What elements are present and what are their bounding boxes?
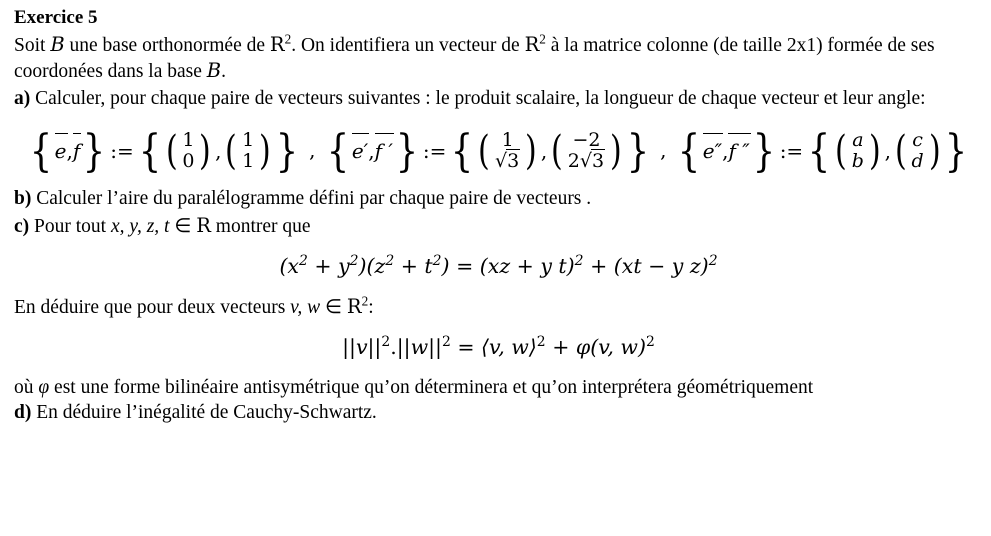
comma-sep-3: , — [884, 139, 891, 164]
item-b-label: b) — [14, 188, 32, 210]
intro-text-4: à la matrice colonne (de taille — [545, 34, 782, 56]
matrix-2a-row2 — [495, 151, 520, 172]
sqrt-icon-1: √3 — [495, 150, 520, 173]
deduce-variables: v, w — [290, 296, 321, 318]
reals-symbol-1: R — [269, 32, 285, 56]
deduce-paragraph — [14, 294, 983, 321]
set-brace-open-1: { — [138, 125, 161, 177]
deduce-text-2: ∈ — [320, 296, 347, 318]
phi-text-2: est une forme bilinéaire antisymétrique qu’on déterminera et qu’on interprétera géométriquement — [49, 376, 814, 398]
vector-f: f — [72, 139, 81, 164]
matrix-3a — [849, 130, 867, 173]
paren-open-3b: ( — [894, 128, 907, 175]
item-b-text: Calculer l’aire du paralélogramme défini par chaque paire de vecteurs . — [31, 188, 592, 210]
set-brace-close-1: } — [275, 125, 298, 177]
set-brace-open-2: { — [451, 125, 474, 177]
assign-1: := — [110, 139, 134, 164]
equation-vector-pairs — [14, 125, 983, 177]
item-c-text-3: montrer que — [210, 216, 311, 238]
deduce-text-3: : — [368, 296, 374, 318]
brace-open-2: { — [326, 125, 350, 177]
intro-paragraph — [14, 32, 983, 85]
brace-open-3: { — [677, 125, 700, 177]
vector-pairs-math — [27, 125, 971, 177]
paren-close-3b: ) — [928, 128, 941, 175]
intro-text-5: 2x1) formée de ses coordonées dans la base — [14, 34, 935, 83]
matrix-3b-row2: d — [911, 150, 924, 173]
item-c-variables: x, y, z, t — [110, 216, 170, 238]
item-c-label: c) — [14, 216, 30, 238]
matrix-3b-row1: c — [912, 128, 923, 151]
exercise-title: Exercice 5 — [14, 7, 98, 28]
set-brace-close-3: } — [945, 125, 968, 177]
brace-close-2: } — [395, 125, 419, 177]
reals-symbol-2: R — [524, 32, 540, 56]
matrix-2b-radicand: 3 — [592, 150, 605, 173]
matrix-2b-coefficient: 2 — [567, 150, 580, 173]
matrix-2a — [492, 130, 523, 173]
paren-close-2b: ) — [610, 128, 622, 175]
paren-open-1b: ( — [225, 128, 238, 175]
matrix-1b — [239, 130, 257, 173]
identity-math: $(x^2 + y^2)(z^2 + t^2) = (xz + y$ t)$^2$ + (xt − y z)$^2$ — [279, 253, 718, 278]
reals-symbol-3: R — [196, 214, 211, 238]
paren-close-3a: ) — [868, 128, 881, 175]
deduce-text-1: En déduire que pour deux vecteurs — [14, 296, 291, 318]
brace-close-1: } — [83, 125, 106, 177]
item-a-text-1: Calculer, pour chaque paire de vecteurs suivantes : le produit scalaire, la longueur de chaque vecteur — [30, 88, 819, 110]
set-brace-open-3: { — [807, 125, 831, 177]
base-symbol-1: B — [50, 32, 65, 56]
item-a-label: a) — [14, 88, 31, 110]
set-brace-close-2: } — [626, 125, 649, 177]
matrix-3a-row1: a — [852, 128, 864, 151]
paren-open-3a: ( — [835, 128, 847, 175]
item-a-paragraph — [14, 86, 983, 112]
phi-paragraph — [14, 375, 983, 401]
intro-text-2: une base orthonormée de — [64, 34, 270, 56]
comma-3: , — [722, 139, 729, 164]
matrix-1b-row2: 1 — [242, 150, 255, 173]
vector-f-second: f ″ — [728, 139, 750, 164]
vector-pair-2 — [324, 125, 652, 177]
intro-text-3: . On identifiera un vecteur de — [291, 34, 525, 56]
brace-open-1: { — [29, 125, 52, 177]
matrix-1a-row1: 1 — [182, 128, 195, 151]
item-c-paragraph — [14, 213, 983, 240]
intro-text-1: Soit — [14, 34, 51, 56]
reals-exponent-3: 2 — [361, 293, 369, 309]
paren-close-1a: ) — [199, 128, 212, 175]
paren-open-2a: ( — [478, 128, 491, 175]
assign-2: := — [422, 139, 447, 164]
assign-3: := — [779, 139, 804, 164]
paren-close-1b: ) — [259, 128, 271, 175]
equation-identity — [14, 254, 983, 278]
paren-open-1a: ( — [165, 128, 178, 175]
brace-close-3: } — [752, 125, 775, 177]
vector-e-prime: e′ — [351, 139, 369, 164]
item-c-text-1: Pour tout — [29, 216, 111, 238]
matrix-3a-row2: b — [851, 150, 864, 173]
phi-symbol: φ — [38, 376, 50, 398]
vector-pair-1 — [27, 125, 301, 177]
reals-exponent-1: 2 — [284, 31, 292, 47]
norm-math: $||v||^2.||w||^2$ = ⟨v, w⟩$^2$ + φ(v, w)$^2$ — [342, 333, 655, 359]
matrix-2b — [565, 130, 608, 173]
comma-sep-1: , — [215, 139, 222, 164]
matrix-1a-row2: 0 — [182, 150, 195, 173]
item-d-paragraph — [14, 400, 983, 426]
paren-close-2a: ) — [525, 128, 537, 175]
base-symbol-2: B — [206, 59, 222, 83]
comma-1: , — [66, 139, 73, 164]
matrix-3b — [909, 130, 927, 173]
separator-2: , — [660, 137, 667, 162]
comma-sep-2: , — [540, 139, 548, 164]
vector-e-second: e″ — [702, 139, 723, 164]
matrix-2a-radicand: 3 — [507, 150, 520, 173]
item-b-paragraph — [14, 186, 983, 212]
item-a-text-2: et leur angle: — [823, 88, 926, 110]
vector-pair-3 — [675, 125, 971, 177]
reals-exponent-2: 2 — [539, 31, 546, 47]
intro-text-6: . — [221, 61, 226, 83]
matrix-2b-row1: −2 — [572, 128, 601, 151]
matrix-2a-row1: 1 — [501, 128, 514, 151]
separator-1: , — [309, 137, 316, 162]
equation-norm — [14, 335, 983, 359]
item-d-text: En déduire l’inégalité de Cauchy-Schwartz. — [31, 402, 377, 424]
phi-text-1: où — [14, 376, 39, 398]
sqrt-icon-2: √3 — [579, 150, 605, 173]
comma-2: , — [368, 139, 375, 164]
paren-open-2b: ( — [551, 128, 563, 175]
matrix-1a — [179, 130, 197, 173]
item-c-text-2: ∈ — [169, 216, 197, 238]
reals-symbol-4: R — [346, 294, 362, 318]
matrix-1b-row1: 1 — [242, 128, 255, 151]
vector-e: e — [54, 139, 67, 164]
item-d-label: d) — [14, 402, 32, 424]
matrix-2b-row2 — [568, 151, 605, 172]
vector-f-prime: f ′ — [374, 139, 393, 164]
